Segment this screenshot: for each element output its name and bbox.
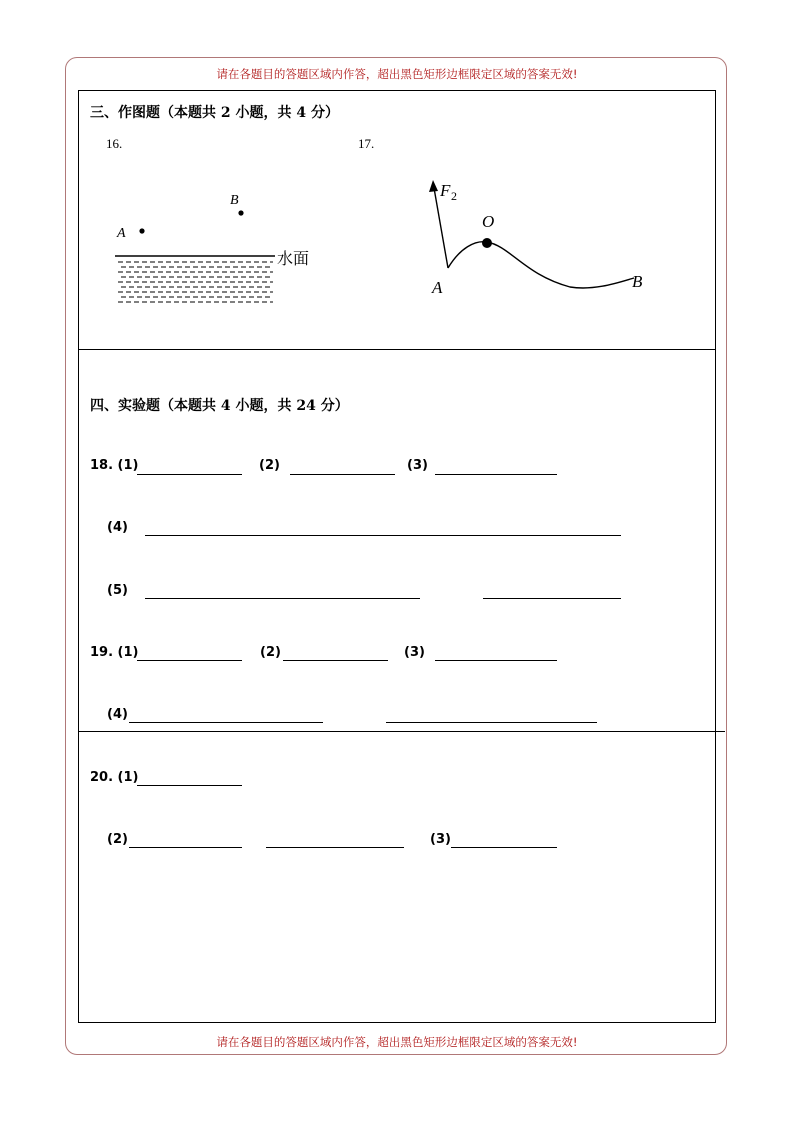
q17-lever-diagram [420,170,660,310]
section3-title: 三、作图题（本题共 2 小题，共 4 分） [90,105,339,121]
water-surface-label: 水面 [277,249,310,268]
q19-part3-blank[interactable] [435,660,557,661]
q20-part2-blank-a[interactable] [129,847,242,848]
force-f2-arrowhead [429,180,438,192]
q16-point-b-label: B [230,193,239,208]
q18-part3-blank[interactable] [435,474,557,475]
q18-part2-blank[interactable] [290,474,395,475]
q16-point-a [139,228,144,233]
q20-part1-blank[interactable] [137,785,242,786]
q19-part4-blank-b[interactable] [386,722,597,723]
section4-title: 四、实验题（本题共 4 小题，共 24 分） [90,398,349,414]
q19-part4-label: (4) [107,707,128,722]
q18-part3-label: (3) [407,458,428,473]
header-notice: 请在各题目的答题区域内作答，超出黑色矩形边框限定区域的答案无效! [216,67,578,81]
q18-part2-label: (2) [259,458,280,473]
q19-part2-blank[interactable] [283,660,388,661]
q20-part2-blank-b[interactable] [266,847,404,848]
force-f2-label: F [440,181,451,200]
q18-part1-label: 18. (1) [90,458,139,473]
q16-point-b [238,210,243,215]
q18-part4-label: (4) [107,520,128,535]
q19-part1-label: 19. (1) [90,645,139,660]
q18-part1-blank[interactable] [137,474,242,475]
q20-part2-label: (2) [107,832,128,847]
q19-part1-blank[interactable] [137,660,242,661]
q18-part5-label: (5) [107,583,128,598]
lever-point-b-label: B [632,272,643,291]
lever-curve [448,242,634,288]
pivot-o-label: O [482,212,495,231]
q16-point-a-label: A [117,226,126,241]
q18-part4-blank[interactable] [145,535,621,536]
force-f2-arrow [434,188,448,268]
q20-part3-blank[interactable] [451,847,557,848]
force-f2-subscript: 2 [451,189,457,203]
q19-part2-label: (2) [260,645,281,660]
q19-part3-label: (3) [404,645,425,660]
lever-point-a-label: A [432,278,443,297]
pivot-o [482,238,492,248]
q20-part1-label: 20. (1) [90,770,139,785]
q16-number: 16. [106,136,123,151]
q17-number: 17. [358,136,375,151]
footer-notice: 请在各题目的答题区域内作答，超出黑色矩形边框限定区域的答案无效! [216,1035,578,1049]
q20-part3-label: (3) [430,832,451,847]
q16-water-diagram [100,180,340,310]
question-divider [78,731,725,732]
q18-part5-blank-a[interactable] [145,598,420,599]
q19-part4-blank-a[interactable] [129,722,323,723]
section-divider [78,349,716,350]
water-body [118,262,273,302]
q18-part5-blank-b[interactable] [483,598,621,599]
